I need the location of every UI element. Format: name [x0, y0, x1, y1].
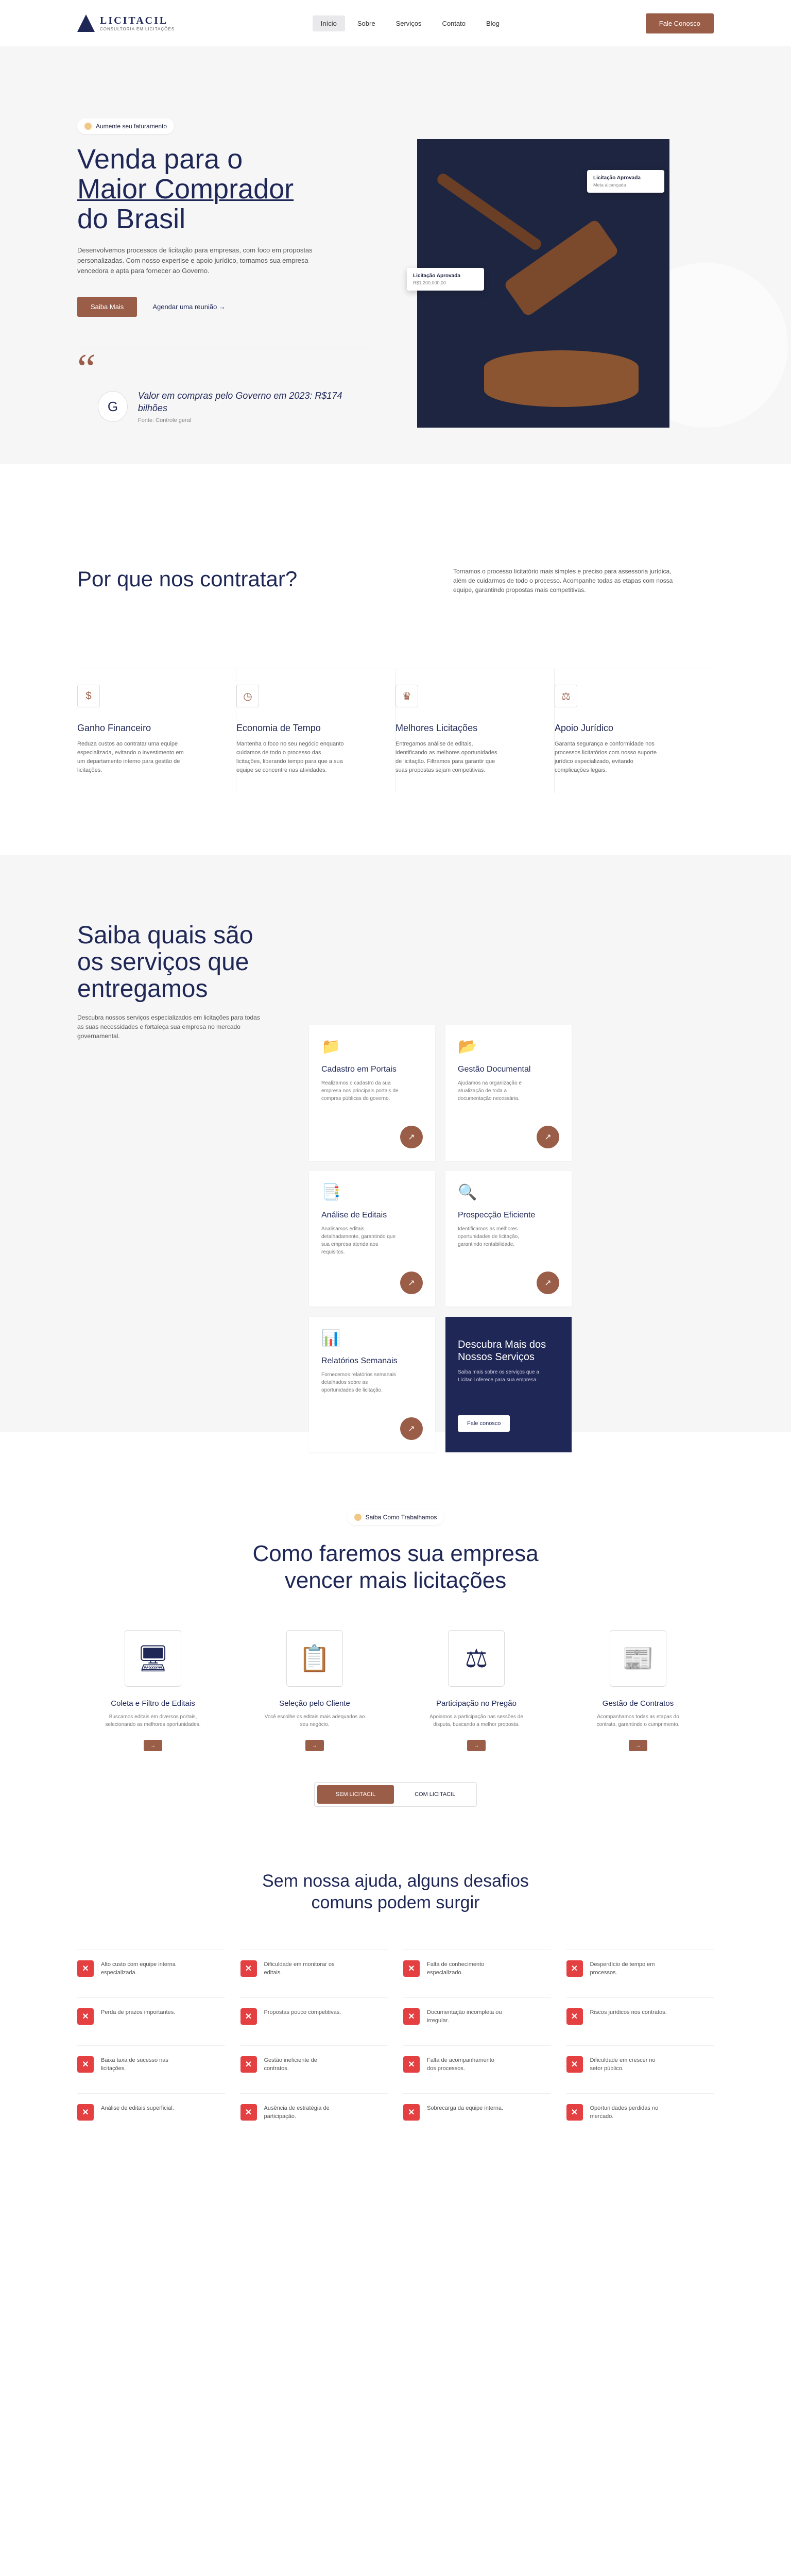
site-header	[0, 0, 791, 46]
step-title: Gestão de Contratos	[602, 1699, 674, 1708]
report-icon: 📊	[321, 1330, 341, 1347]
hero-title-line2: Maior Comprador	[77, 174, 294, 205]
challenges-title-line2: comuns podem surgir	[311, 1893, 480, 1912]
arrow-right-icon[interactable]: ↗	[400, 1272, 423, 1294]
hero-section	[0, 46, 791, 464]
x-icon: ✕	[566, 2008, 583, 2025]
service-text: Realizamos o cadastro da sua empresa nos principais portais de compras públicas do governo.	[321, 1080, 399, 1101]
challenge-text: Perda de prazos importantes.	[101, 2009, 176, 2015]
service-text: Ajudamos na organização e atualização de toda a documentação necessária.	[458, 1080, 522, 1101]
nav-item-contato[interactable]: Contato	[442, 19, 466, 27]
why-card-title: Apoio Jurídico	[555, 723, 614, 733]
service-title: Relatórios Semanais	[321, 1357, 398, 1365]
challenge-text: Riscos jurídicos nos contratos.	[590, 2009, 667, 2015]
x-icon: ✕	[240, 1960, 257, 1977]
hero-gavel-image	[413, 139, 669, 428]
challenge-text: Desperdício de tempo em processos.	[590, 1961, 655, 1976]
with-without-toggle	[314, 1782, 477, 1807]
step-title: Seleção pelo Cliente	[279, 1699, 350, 1708]
challenge-item	[403, 2045, 551, 2093]
challenge-text: Análise de editais superficial.	[101, 2105, 174, 2111]
why-card-text: Reduza custos ao contratar uma equipe especializada, evitando o investimento em um departamento interno para gestão de licitações.	[77, 741, 184, 773]
nav-item-sobre[interactable]: Sobre	[357, 19, 375, 27]
challenge-item	[403, 1997, 551, 2045]
step-arrow-icon: →	[144, 1740, 162, 1751]
how-step-4	[562, 1630, 714, 1751]
clipboard-icon: 📋	[286, 1630, 343, 1687]
x-icon: ✕	[403, 2056, 420, 2073]
checklist-icon: 📑	[321, 1184, 341, 1201]
why-card-text: Garanta segurança e conformidade nos processos licitatórios com nosso suporte jurídico especializado, evitando complicações legais.	[555, 741, 657, 773]
service-more-title: Descubra Mais dos Nossos Serviços	[458, 1339, 546, 1363]
challenge-text: Dificuldade em crescer no setor público.	[590, 2057, 656, 2072]
documents-icon: 📂	[458, 1038, 477, 1055]
challenge-text: Alto custo com equipe interna especializada.	[101, 1961, 176, 1976]
hero-pill-text: Aumente seu faturamento	[96, 123, 167, 130]
x-icon: ✕	[403, 2008, 420, 2025]
schedule-meeting-link[interactable]	[152, 303, 226, 311]
brand-name: LICITACIL	[100, 15, 168, 26]
challenges-title	[77, 1870, 714, 1913]
service-more-text: Saiba mais sobre os serviços que a Licitacil oferece para sua empresa.	[458, 1369, 539, 1383]
challenge-text: Documentação incompleta ou irregular.	[427, 2009, 502, 2024]
sparkle-icon	[84, 123, 92, 130]
x-icon: ✕	[566, 2056, 583, 2073]
gavel-handle	[435, 172, 543, 252]
arrow-right-icon[interactable]: ↗	[537, 1126, 559, 1148]
approved-card-2-sub: R$1.200.000,00	[413, 280, 446, 285]
why-intro: Tornamos o processo licitatório mais simples e preciso para assessoria jurídica, além de cuidarmos de todo o processo. Acompanhe todas as etapas com nossa equipe, garantindo propostas mais competitivas.	[453, 568, 673, 594]
hero-title-line3: do Brasil	[77, 204, 186, 234]
step-text: Buscamos editais em diversos portais, selecionando as melhores oportunidades.	[105, 1714, 201, 1727]
why-card-title: Economia de Tempo	[236, 723, 321, 733]
how-step-2	[239, 1630, 390, 1751]
why-card-title: Melhores Licitações	[396, 723, 478, 733]
challenge-item	[403, 2093, 551, 2141]
step-arrow-icon: →	[305, 1740, 324, 1751]
challenge-item	[566, 2045, 714, 2093]
service-text: Analisamos editais detalhadamente, garantindo que sua empresa atenda aos requisitos.	[321, 1226, 396, 1255]
sparkle-icon	[354, 1514, 362, 1521]
x-icon: ✕	[77, 2008, 94, 2025]
challenge-item	[240, 1997, 388, 2045]
challenges-title-line1: Sem nossa ajuda, alguns desafios	[262, 1871, 529, 1891]
contract-icon: 📰	[610, 1630, 666, 1687]
nav-item-inicio[interactable]: Início	[313, 15, 345, 31]
challenge-text: Sobrecarga da equipe interna.	[427, 2105, 503, 2111]
folder-icon: 📁	[321, 1038, 341, 1055]
step-text: Apoiamos a participação nas sessões de disputa, buscando a melhor proposta.	[429, 1714, 523, 1727]
how-step-1	[77, 1630, 229, 1751]
x-icon: ✕	[403, 1960, 420, 1977]
quote-text: Valor em compras pelo Governo em 2023: R$174 bilhões	[137, 391, 342, 413]
clock-icon: ◷	[236, 685, 259, 707]
why-card-ganho	[77, 669, 236, 793]
arrow-right-icon: →	[218, 303, 226, 311]
blog-section	[0, 2488, 791, 2576]
header-cta-button[interactable]: Fale Conosco	[646, 13, 714, 33]
gavel-icon: ⚖	[448, 1630, 505, 1687]
service-contact-button[interactable]: Fale conosco	[458, 1415, 510, 1432]
nav-item-blog[interactable]: Blog	[486, 19, 500, 27]
challenge-item	[566, 1997, 714, 2045]
challenge-text: Oportunidades perdidas no mercado.	[590, 2105, 659, 2120]
step-text: Você escolhe os editais mais adequados ao seu negócio.	[264, 1714, 365, 1727]
why-section	[0, 464, 791, 855]
logo-mark-icon	[77, 14, 95, 32]
hero-title	[77, 144, 366, 234]
why-title: Por que nos contratar?	[77, 567, 298, 591]
x-icon: ✕	[77, 2056, 94, 2073]
challenge-text: Falta de acompanhamento dos processos.	[427, 2057, 494, 2072]
approved-card-2	[407, 268, 484, 291]
service-card-prospeccao[interactable]	[445, 1171, 572, 1307]
toggle-with[interactable]: COM LICITACIL	[415, 1791, 456, 1798]
why-card-text: Entregamos análise de editais, identificando as melhores oportunidades de licitação. Filtramos para garantir que suas propostas sejam competitivas.	[396, 741, 497, 773]
challenge-item	[77, 1950, 225, 1997]
service-text: Fornecemos relatórios semanais detalhados sobre as oportunidades de licitação.	[321, 1372, 397, 1393]
service-card-cadastro[interactable]	[309, 1025, 435, 1161]
x-icon: ✕	[240, 2008, 257, 2025]
service-title: Análise de Editais	[321, 1211, 387, 1219]
government-logo-icon: G	[98, 391, 128, 422]
challenge-item	[240, 2093, 388, 2141]
step-text: Acompanhamos todas as etapas do contrato, garantindo o cumprimento.	[596, 1714, 680, 1727]
arrow-right-icon[interactable]: ↗	[537, 1272, 559, 1294]
monitor-icon: 🖥	[125, 1630, 181, 1687]
search-dollar-icon: 🔍	[458, 1184, 477, 1201]
how-section	[0, 1432, 791, 1870]
brand-logo[interactable]	[77, 14, 175, 32]
challenge-item	[77, 1997, 225, 2045]
step-title: Participação no Pregão	[436, 1699, 517, 1708]
x-icon: ✕	[403, 2104, 420, 2121]
gavel-block	[484, 350, 639, 407]
challenge-item	[566, 1950, 714, 1997]
challenges-grid	[77, 1950, 714, 2141]
challenge-item	[240, 2045, 388, 2093]
approved-card-1-sub: Meta alcançada	[593, 182, 626, 188]
x-icon: ✕	[566, 1960, 583, 1977]
challenge-item	[403, 1950, 551, 1997]
challenge-item	[77, 2045, 225, 2093]
saiba-mais-button[interactable]: Saiba Mais	[77, 297, 137, 317]
approved-card-1-title: Licitação Aprovada	[593, 175, 641, 181]
service-card-gestao[interactable]	[445, 1025, 572, 1161]
x-icon: ✕	[240, 2056, 257, 2073]
step-arrow-icon: →	[629, 1740, 647, 1751]
x-icon: ✕	[240, 2104, 257, 2121]
why-card-juridico	[555, 669, 714, 793]
why-card-title: Ganho Financeiro	[77, 723, 151, 733]
approved-card-1	[587, 170, 664, 193]
main-nav	[313, 15, 508, 31]
scale-icon: ⚖	[555, 685, 577, 707]
quote-source: Fonte: Controle geral	[137, 417, 192, 423]
schedule-meeting-label: Agendar uma reunião	[152, 303, 217, 311]
challenge-item	[240, 1950, 388, 1997]
services-title: Saiba quais são os serviços que entregamos	[77, 922, 253, 1003]
service-card-relatorios[interactable]	[309, 1317, 435, 1452]
arrow-right-icon[interactable]: ↗	[400, 1417, 423, 1440]
x-icon: ✕	[77, 1960, 94, 1977]
challenge-text: Falta de conhecimento especializado.	[427, 1961, 485, 1976]
how-pill-text: Saiba Como Trabalhamos	[365, 1514, 437, 1521]
service-card-more	[445, 1317, 572, 1452]
how-pill	[347, 1510, 444, 1525]
step-title: Coleta e Filtro de Editais	[111, 1699, 195, 1708]
hero-quote	[77, 348, 366, 423]
hero-title-line1: Venda para o	[77, 144, 243, 175]
service-title: Gestão Documental	[458, 1065, 531, 1074]
service-card-analise[interactable]	[309, 1171, 435, 1307]
challenges-section	[0, 1870, 791, 2488]
service-title: Cadastro em Portais	[321, 1065, 397, 1074]
challenge-text: Propostas pouco competitivas.	[264, 2009, 341, 2015]
how-title-line2: vencer mais licitações	[284, 1568, 507, 1593]
arrow-right-icon[interactable]: ↗	[400, 1126, 423, 1148]
service-text: Identificamos as melhores oportunidades de licitação, garantindo rentabilidade.	[458, 1226, 519, 1247]
how-step-3	[401, 1630, 552, 1751]
hero-lead: Desenvolvemos processos de licitação para empresas, com foco em propostas personalizadas. Com nosso expertise e apoio jurídico, tornamos sua empresa vencedora e apta para fornecer ao Governo.	[77, 246, 313, 275]
challenge-text: Ausência de estratégia de participação.	[264, 2105, 330, 2120]
why-card-text: Mantenha o foco no seu negócio enquanto cuidamos de todo o processo das licitações, liberando tempo para que a sua equipe se concentre nas atividades.	[236, 741, 344, 773]
challenge-text: Baixa taxa de sucesso nas licitações.	[101, 2057, 168, 2072]
service-title: Prospecção Eficiente	[458, 1211, 536, 1219]
toggle-without[interactable]: SEM LICITACIL	[317, 1785, 394, 1804]
why-card-tempo	[236, 669, 396, 793]
quote-icon: “	[77, 346, 96, 392]
services-section	[0, 855, 791, 1432]
approved-card-2-title: Licitação Aprovada	[413, 273, 460, 279]
why-card-licitacoes	[396, 669, 555, 793]
challenge-text: Dificuldade em monitorar os editais.	[264, 1961, 335, 1976]
services-desc: Descubra nossos serviços especializados em licitações para todas as suas necessidades e fortaleça sua empresa no mercado governamental.	[77, 1014, 260, 1040]
trophy-icon: ♛	[396, 685, 418, 707]
brand-sub: CONSULTORIA EM LICITAÇÕES	[100, 27, 175, 31]
x-icon: ✕	[77, 2104, 94, 2121]
challenge-item	[77, 2093, 225, 2141]
how-title	[77, 1540, 714, 1594]
challenge-item	[566, 2093, 714, 2141]
hero-pill	[77, 118, 174, 134]
step-arrow-icon: →	[467, 1740, 486, 1751]
x-icon: ✕	[566, 2104, 583, 2121]
how-title-line1: Como faremos sua empresa	[252, 1541, 539, 1566]
challenge-text: Gestão ineficiente de contratos.	[264, 2057, 317, 2072]
money-icon: $	[77, 685, 100, 707]
nav-item-servicos[interactable]: Serviços	[396, 19, 422, 27]
